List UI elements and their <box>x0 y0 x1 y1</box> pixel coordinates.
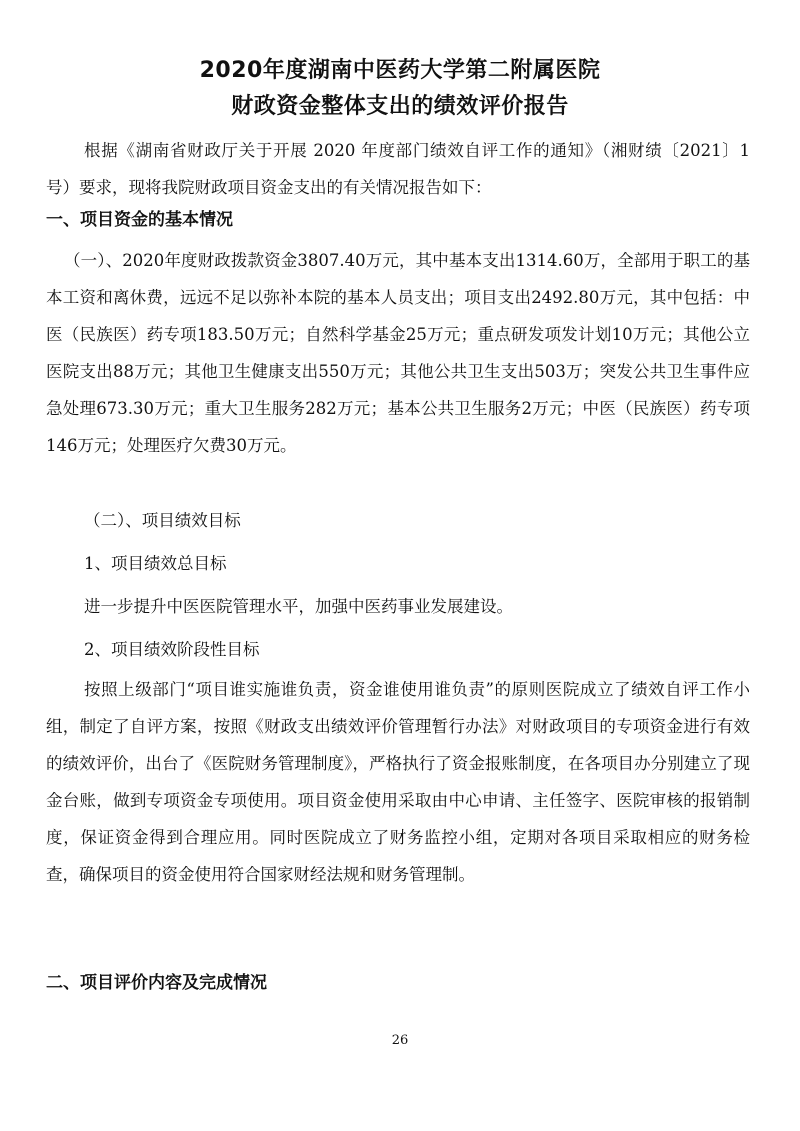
section1-paragraph: （一）、2020年度财政拨款资金3807.40万元，其中基本支出1314.60万，全部用于职工的基本工资和离休费，远远不足以弥补本院的基本人员支出；项目支出2492.80万元，其中包括：中医（民族医）药专项183.50万元；自然科学基金25万元；重点研发项发计划10万元；其他公立医院支出88万元；其他卫生健康支出550万元；其他公共卫生支出503万；突发公共卫生事件应急处理673.30万元；重大卫生服务282万元；基本公共卫生服务2万元；中医（民族医）药专项146万元；处理医疗欠费30万元。 <box>46 251 750 455</box>
page-number: 26 <box>391 1033 409 1048</box>
document-title-line1: 2020年度湖南中医药大学第二附属医院 <box>199 58 601 83</box>
section2-heading: 二、项目评价内容及完成情况 <box>46 973 267 993</box>
intro-paragraph: 根据《湖南省财政厅关于开展 2020 年度部门绩效自评工作的通知》（湘财绩〔2021〕1 号）要求，现将我院财政项目资金支出的有关情况报告如下： <box>46 141 750 197</box>
section1-heading: 一、项目资金的基本情况 <box>46 210 233 230</box>
subsection2-heading: （二）、项目绩效目标 <box>84 511 241 530</box>
goal1-text: 进一步提升中医医院管理水平，加强中医药事业发展建设。 <box>84 597 513 616</box>
goal2-paragraph: 按照上级部门“项目谁实施谁负责，资金谁使用谁负责”的原则医院成立了绩效自评工作小组，制定了自评方案，按照《财政支出绩效评价管理暂行办法》对财政项目的专项资金进行有效的绩效评价，出台了《医院财务管理制度》，严格执行了资金报账制度，在各项目办分别建立了现金台账，做到专项资金专项使用。项目资金使用采取由中心申请、主任签字、医院审核的报销制度，保证资金得到合理应用。同时医院成立了财务监控小组，定期对各项目采取相应的财务检查，确保项目的资金使用符合国家财经法规和财务管理制。 <box>46 680 750 884</box>
goal2-heading: 2、项目绩效阶段性目标 <box>84 640 260 659</box>
goal1-heading: 1、项目绩效总目标 <box>84 554 227 573</box>
document-title-line2: 财政资金整体支出的绩效评价报告 <box>231 94 569 119</box>
